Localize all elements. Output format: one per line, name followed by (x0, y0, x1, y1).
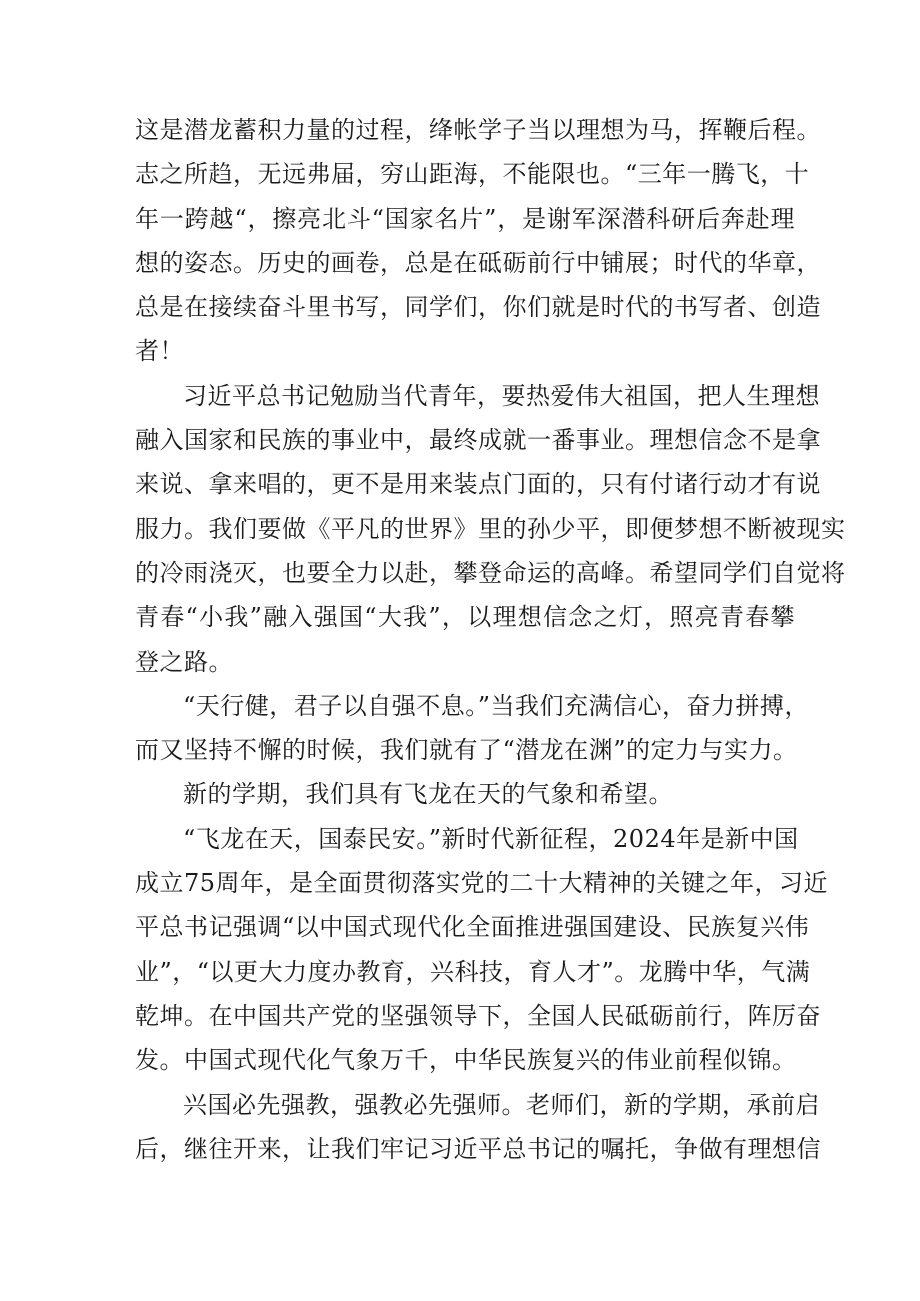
text-line: 年一跨越“，擦亮北斗“国家名片”，是谢军深潜科研后奔赴理 (135, 204, 795, 233)
text-line: 而又坚持不懈的时候，我们就有了“潜龙在渊”的定力与实力。 (135, 736, 798, 765)
text-line: 新的学期，我们具有飞龙在天的气象和希望。 (183, 780, 673, 809)
text-line: 业”，“以更大力度办教育，兴科技，育人才”。龙腾中华，气满 (135, 957, 811, 986)
text-line: 这是潜龙蓄积力量的过程，绛帐学子当以理想为马，挥鞭后程。 (135, 116, 821, 144)
text-line: 兴国必先强教，强教必先强师。老师们，新的学期，承前启 (183, 1090, 820, 1119)
text-line: 平总书记强调“以中国式现代化全面推进强国建设、民族复兴伟 (135, 913, 810, 942)
text-line: 后，继往开来，让我们牢记习近平总书记的嘱托，争做有理想信 (135, 1134, 821, 1163)
text-line: 者！ (135, 337, 184, 366)
text-line: 总是在接续奋斗里书写，同学们，你们就是时代的书写者、创造 (135, 293, 821, 322)
text-line: 想的姿态。历史的画卷，总是在砥砺前行中铺展；时代的华章， (135, 248, 821, 277)
paragraph-5 (135, 817, 829, 1083)
text-line: 志之所趋，无远弗届，穷山距海，不能限也。“三年一腾飞，十 (135, 160, 810, 189)
text-line: “飞龙在天，国泰民安。”新时代新征程，2024年是新中国 (183, 824, 799, 853)
document-body (135, 108, 846, 1171)
text-line: 发。中国式现代化气象万千，中华民族复兴的伟业前程似锦。 (135, 1046, 797, 1075)
paragraph-1 (135, 108, 821, 374)
text-line: 青春“小我”融入强国“大我”，以理想信念之灯，照亮青春攀 (135, 603, 795, 632)
text-line: 融入国家和民族的事业中，最终成就一番事业。理想信念不是拿 (135, 426, 821, 455)
text-line: “天行健，君子以自强不息。”当我们充满信心，奋力拼搏， (183, 691, 810, 720)
paragraph-3 (135, 684, 810, 773)
text-line: 成立75周年，是全面贯彻落实党的二十大精神的关键之年，习近 (135, 869, 829, 898)
text-line: 登之路。 (135, 647, 233, 676)
paragraph-2 (135, 374, 846, 684)
text-line: 来说、拿来唱的，更不是用来装点门面的，只有付诸行动才有说 (135, 470, 821, 499)
text-line: 乾坤。在中国共产党的坚强领导下，全国人民砥砺前行，阵厉奋 (135, 1001, 821, 1030)
paragraph-4 (135, 772, 795, 816)
text-line: 的冷雨浇灭，也要全力以赴，攀登命运的高峰。希望同学们自觉将 (135, 558, 846, 587)
paragraph-6 (135, 1083, 821, 1172)
text-line: 服力。我们要做《平凡的世界》里的孙少平，即便梦想不断被现实 (135, 514, 846, 543)
text-line: 习近平总书记勉励当代青年，要热爱伟大祖国，把人生理想 (183, 381, 820, 410)
